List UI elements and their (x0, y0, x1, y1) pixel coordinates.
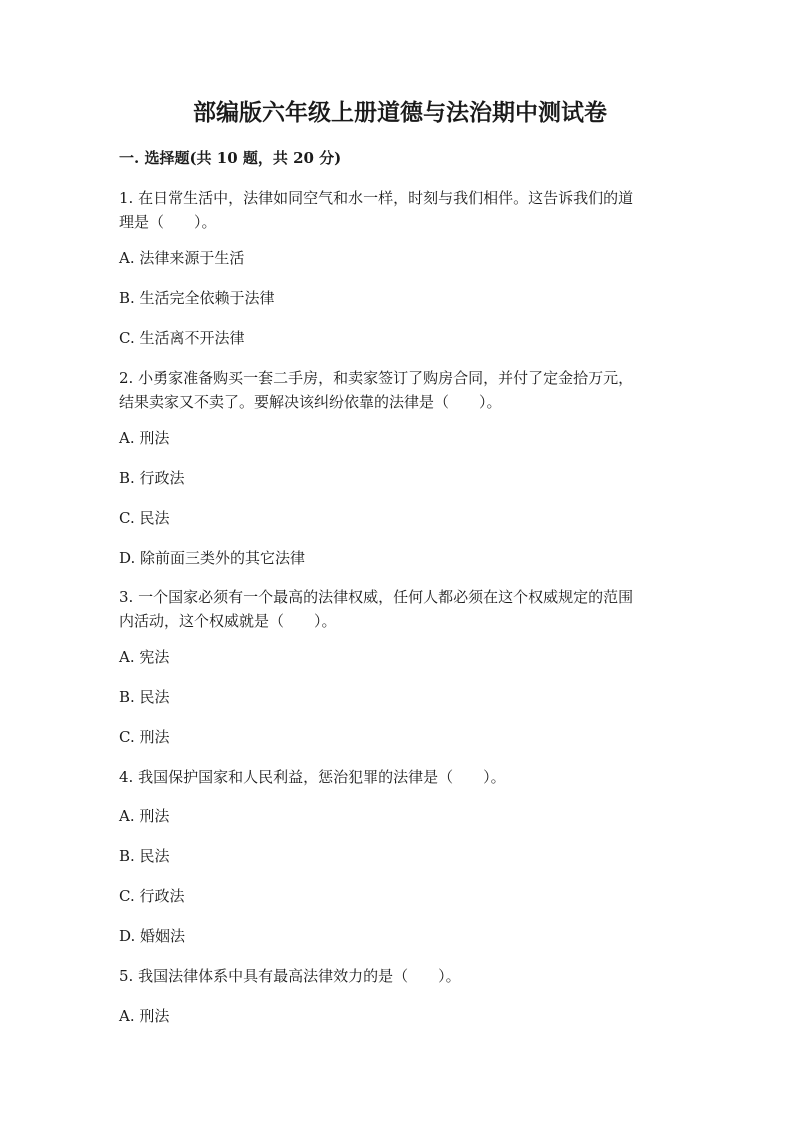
question-2-option-d: D. 除前面三类外的其它法律 (119, 549, 306, 567)
question-3-option-b: B. 民法 (119, 688, 170, 706)
question-5-option-a: A. 刑法 (119, 1007, 170, 1025)
question-3-stem-line-1: 3. 一个国家必须有一个最高的法律权威，任何人都必须在这个权威规定的范围 (119, 588, 634, 606)
question-1-option-b: B. 生活完全依赖于法律 (119, 289, 275, 307)
question-3-stem-line-2: 内活动，这个权威就是（ ）。 (119, 612, 337, 630)
question-2-stem-line-2: 结果卖家又不卖了。要解决该纠纷依靠的法律是（ ）。 (119, 393, 502, 411)
question-3-option-c: C. 刑法 (119, 728, 170, 746)
question-4-stem: 4. 我国保护国家和人民利益，惩治犯罪的法律是（ ）。 (119, 768, 506, 786)
question-1-option-c: C. 生活离不开法律 (119, 329, 245, 347)
page-title: 部编版六年级上册道德与法治期中测试卷 (193, 99, 607, 126)
question-1-stem-line-2: 理是（ ）。 (119, 213, 217, 231)
question-2-option-c: C. 民法 (119, 509, 170, 527)
question-4-option-c: C. 行政法 (119, 887, 185, 905)
question-4-option-a: A. 刑法 (119, 807, 170, 825)
question-2-option-b: B. 行政法 (119, 469, 185, 487)
question-3-option-a: A. 宪法 (119, 648, 170, 666)
question-5-stem: 5. 我国法律体系中具有最高法律效力的是（ ）。 (119, 967, 461, 985)
section-heading: 一. 选择题(共 10 题，共 20 分) (119, 149, 342, 167)
question-4-option-b: B. 民法 (119, 847, 170, 865)
question-1-option-a: A. 法律来源于生活 (119, 249, 245, 267)
question-2-option-a: A. 刑法 (119, 429, 170, 447)
question-1-stem-line-1: 1. 在日常生活中，法律如同空气和水一样，时刻与我们相伴。这告诉我们的道 (119, 189, 634, 207)
question-4-option-d: D. 婚姻法 (119, 927, 186, 945)
question-2-stem-line-1: 2. 小勇家准备购买一套二手房，和卖家签订了购房合同，并付了定金拾万元， (119, 369, 634, 387)
